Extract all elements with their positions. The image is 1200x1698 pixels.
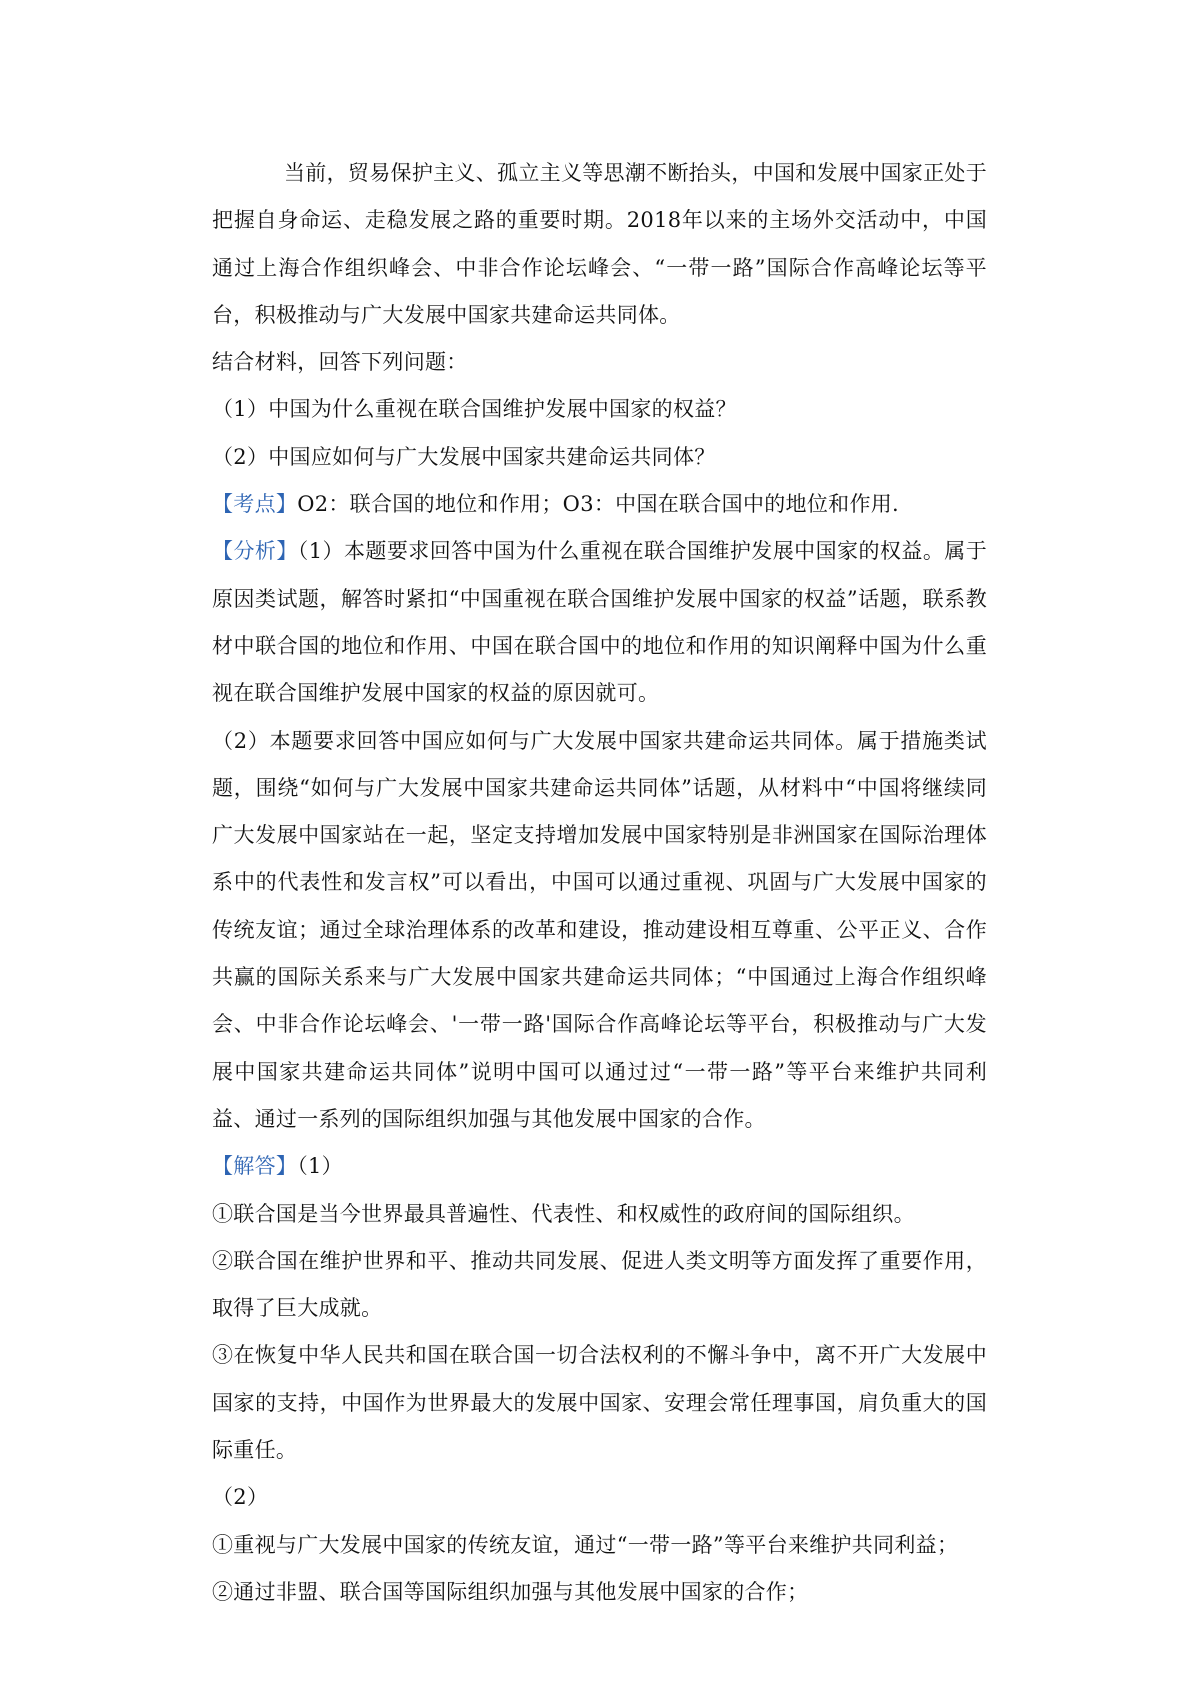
material-paragraph: 当前，贸易保护主义、孤立主义等思潮不断抬头，中国和发展中国家正处于把握自身命运、走稳发展之路的重要时期。2018年以来的主场外交活动中，中国通过上海合作组织峰会、中非合作论坛峰会、“一带一路”国际合作高峰论坛等平台，积极推动与广大发展中国家共建命运共同体。 [212, 161, 987, 327]
fenxi-paragraph-2: （2）本题要求回答中国应如何与广大发展中国家共建命运共同体。属于措施类试题，围绕“如何与广大发展中国家共建命运共同体”话题，从材料中“中国将继续同广大发展中国家站在一起，坚定支持增加发展中国家特别是非洲国家在国际治理体系中的代表性和发言权”可以看出，中国可以通过重视、巩固与广大发展中国家的传统友谊；通过全球治理体系的改革和建设，推动建设相互尊重、公平正义、合作共赢的国际关系来与广大发展中国家共建命运共同体；“中国通过上海合作组织峰会、中非合作论坛峰会、'一带一路'国际合作高峰论坛等平台，积极推动与广大发展中国家共建命运共同体”说明中国可以通过过“一带一路”等平台来维护共同利益、通过一系列的国际组织加强与其他发展中国家的合作。 [212, 728, 987, 1131]
jieda-part2-item-2: ②通过非盟、联合国等国际组织加强与其他发展中国家的合作； [212, 1579, 809, 1604]
jieda-part2-label: （2） [212, 1485, 269, 1510]
question-1: （1）中国为什么重视在联合国维护发展中国家的权益？ [212, 397, 737, 422]
question-prompt: 结合材料，回答下列问题： [212, 350, 468, 375]
fenxi-paragraph-1 [212, 528, 987, 717]
document-content [212, 150, 987, 1616]
kaodian-text: O2：联合国的地位和作用；O3：中国在联合国中的地位和作用. [297, 492, 900, 517]
question-2: （2）中国应如何与广大发展中国家共建命运共同体？ [212, 444, 716, 469]
jieda-tag: 【解答】 [212, 1154, 298, 1179]
jieda-part1-label: （1） [297, 1154, 343, 1179]
jieda-heading [212, 1143, 987, 1190]
fenxi-part1-text: （1）本题要求回答中国为什么重视在联合国维护发展中国家的权益。属于原因类试题，解答时紧扣“中国重视在联合国维护发展中国家的权益”话题，联系教材中联合国的地位和作用、中国在联合国中的地位和作用的知识阐释中国为什么重视在联合国维护发展中国家的权益的原因就可。 [212, 539, 987, 706]
jieda-part1-item-3: ③在恢复中华人民共和国在联合国一切合法权利的不懈斗争中，离不开广大发展中国家的支持，中国作为世界最大的发展中国家、安理会常任理事国，肩负重大的国际重任。 [212, 1343, 987, 1463]
fenxi-tag: 【分析】 [212, 539, 298, 564]
kaodian-paragraph [212, 481, 987, 528]
kaodian-tag: 【考点】 [212, 492, 298, 517]
jieda-part1-item-1: ①联合国是当今世界最具普遍性、代表性、和权威性的政府间的国际组织。 [212, 1201, 915, 1226]
jieda-part2-item-1: ①重视与广大发展中国家的传统友谊，通过“一带一路”等平台来维护共同利益； [212, 1532, 959, 1557]
jieda-part1-item-2: ②联合国在维护世界和平、推动共同发展、促进人类文明等方面发挥了重要作用，取得了巨大成就。 [212, 1248, 987, 1321]
